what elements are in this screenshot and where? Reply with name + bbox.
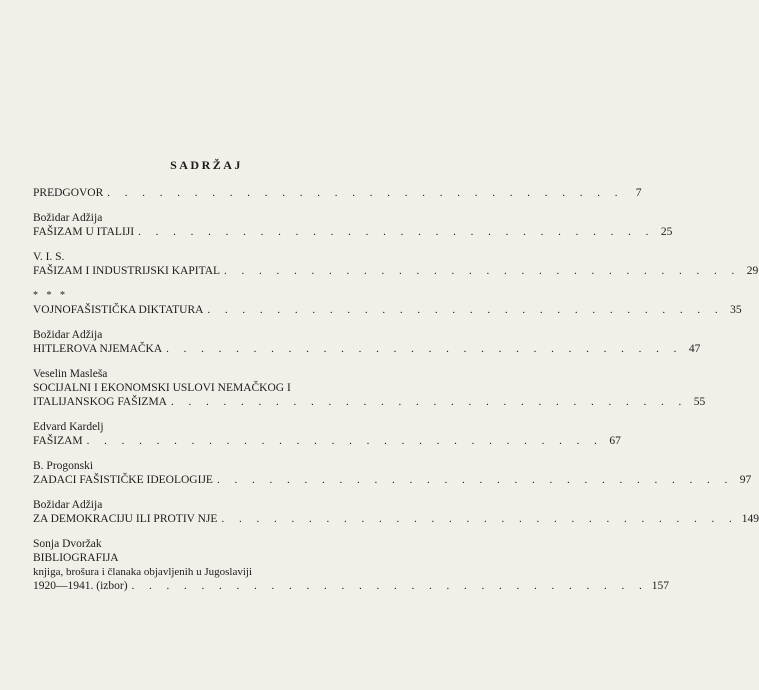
toc-page-number: 7 [635, 187, 642, 199]
toc-entry [33, 186, 642, 200]
toc-title: FAŠIZAM I INDUSTRIJSKI KAPITAL [33, 265, 221, 277]
toc-entry [33, 367, 706, 409]
toc-author: Božidar Adžija [33, 329, 103, 341]
dot-leader: . . . . . . . . . . . . . . . . . . . . . . . . . . . . . . [166, 343, 683, 355]
dot-leader: . . . . . . . . . . . . . . . . . . . . . . . . . . . . . . [216, 474, 734, 486]
toc-title-row [33, 395, 706, 409]
toc-author: V. I. S. [33, 251, 65, 263]
toc-title: VOJNOFAŠISTIČKA DIKTATURA [33, 304, 204, 316]
toc-page-number: 25 [660, 226, 673, 238]
dot-leader: . . . . . . . . . . . . . . . . . . . . . . . . . . . . . . [224, 265, 741, 277]
table-of-contents [33, 186, 759, 604]
toc-entry [33, 289, 742, 317]
toc-title-row [33, 186, 642, 200]
toc-subtitle: knjiga, brošura i članaka objavljenih u Jugoslaviji [33, 566, 253, 578]
toc-entry [33, 537, 670, 593]
dot-leader: . . . . . . . . . . . . . . . . . . . . . . . . . . . . . . [207, 304, 724, 316]
toc-entry [33, 211, 673, 239]
toc-title-row [33, 225, 673, 239]
toc-title-row [33, 512, 759, 526]
toc-page-number: 149 [741, 513, 759, 525]
toc-title-row [33, 473, 752, 487]
toc-page-number: 55 [693, 396, 706, 408]
toc-entry [33, 420, 621, 448]
toc-page-number: 67 [609, 435, 621, 447]
toc-title-line: SOCIJALNI I EKONOMSKI USLOVI NEMAČKOG I [33, 382, 291, 394]
toc-page-number: 97 [739, 474, 752, 486]
dot-leader: . . . . . . . . . . . . . . . . . . . . . . . . . . . . . . [86, 435, 603, 447]
toc-entry [33, 250, 759, 278]
toc-title: ZA DEMOKRACIJU ILI PROTIV NJE [33, 513, 218, 525]
dot-leader: . . . . . . . . . . . . . . . . . . . . . . . . . . . . . . [138, 226, 655, 238]
dot-leader: . . . . . . . . . . . . . . . . . . . . . . . . . . . . . . [221, 513, 738, 525]
toc-title-row [33, 303, 742, 317]
toc-title-row [33, 579, 670, 593]
dot-leader: . . . . . . . . . . . . . . . . . . . . . . . . . . . . . . [171, 396, 688, 408]
toc-author: Sonja Dvoržak [33, 538, 102, 550]
toc-entry [33, 498, 759, 526]
toc-author: Veselin Masleša [33, 368, 108, 380]
toc-title: ITALIJANSKOG FAŠIZMA [33, 396, 167, 408]
toc-entry [33, 459, 752, 487]
toc-title-row [33, 342, 701, 356]
toc-title: ZADACI FAŠISTIČKE IDEOLOGIJE [33, 474, 213, 486]
toc-author: B. Progonski [33, 460, 94, 472]
toc-title: 1920—1941. (izbor) [33, 580, 128, 592]
toc-page-number: 157 [651, 580, 670, 592]
toc-page-number: 47 [688, 343, 701, 355]
toc-author: Edvard Kardelj [33, 421, 104, 433]
toc-title: HITLEROVA NJEMAČKA [33, 343, 163, 355]
toc-entry [33, 328, 701, 356]
toc-author: * * * [33, 290, 68, 301]
dot-leader: . . . . . . . . . . . . . . . . . . . . . . . . . . . . . . [107, 187, 624, 199]
toc-title: PREDGOVOR [33, 187, 104, 199]
toc-title: FAŠIZAM [33, 435, 83, 447]
toc-author: Božidar Adžija [33, 212, 103, 224]
toc-page-number: 35 [730, 304, 742, 316]
dot-leader: . . . . . . . . . . . . . . . . . . . . . . . . . . . . . . [131, 580, 648, 592]
toc-title-row [33, 434, 621, 448]
toc-title: FAŠIZAM U ITALIJI [33, 226, 135, 238]
toc-title-row [33, 264, 759, 278]
toc-title-line: BIBLIOGRAFIJA [33, 552, 119, 564]
toc-page-number: 29 [746, 265, 759, 277]
toc-heading: SADRŽAJ [170, 158, 243, 172]
toc-author: Božidar Adžija [33, 499, 103, 511]
